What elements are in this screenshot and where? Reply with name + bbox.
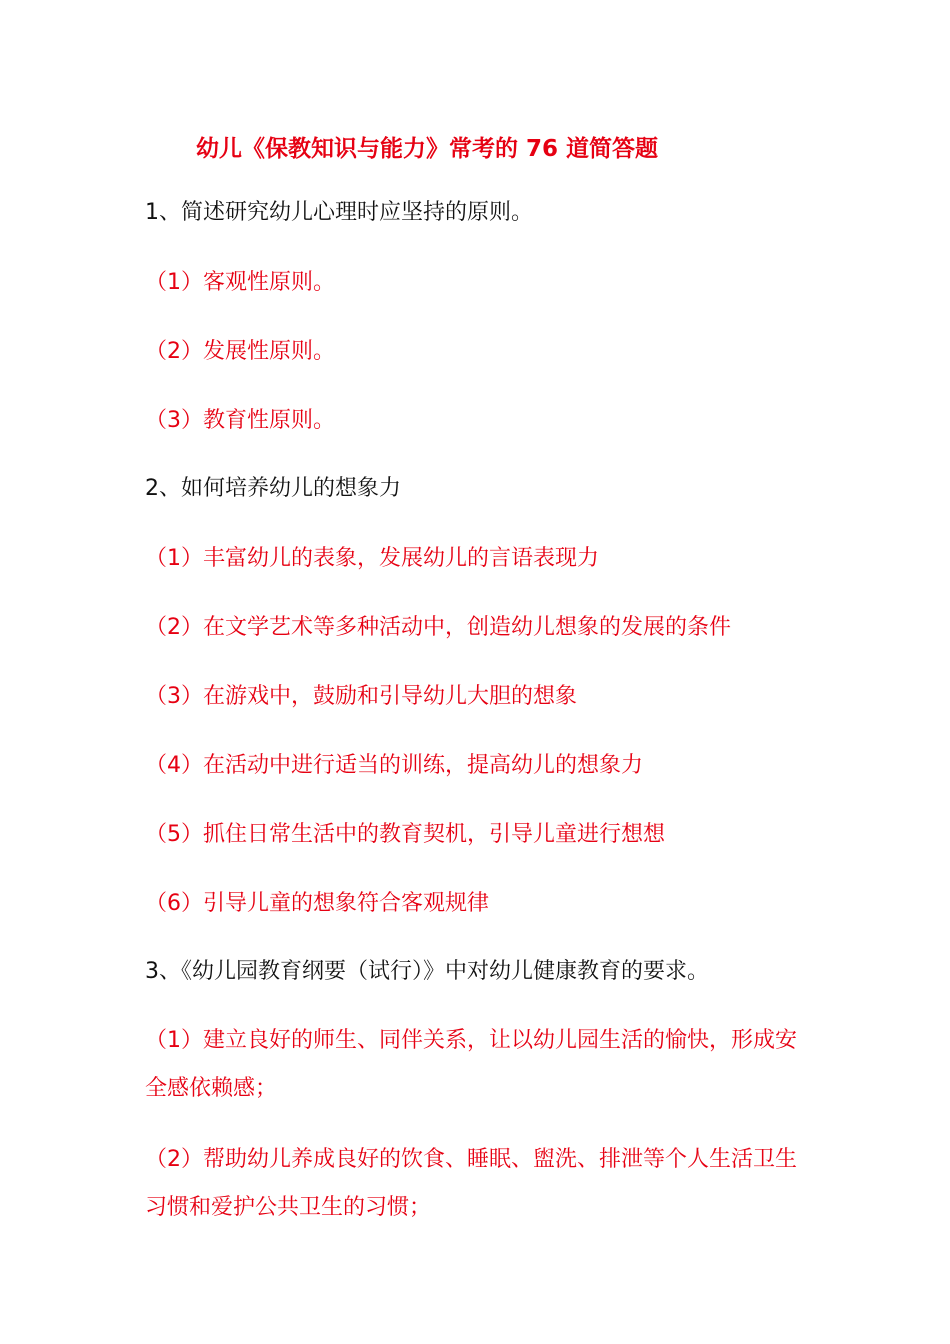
answer-3-2: （2）帮助幼儿养成良好的饮食、睡眠、盥洗、排泄等个人生活卫生习惯和爱护公共卫生的习惯； — [145, 1147, 797, 1220]
document-title — [0, 132, 950, 166]
answer-2-1: （1）丰富幼儿的表象，发展幼儿的言语表现力 — [145, 546, 599, 571]
answer-2-5: （5）抓住日常生活中的教育契机，引导儿童进行想想 — [145, 822, 665, 847]
answer-2-2: （2）在文学艺术等多种活动中，创造幼儿想象的发展的条件 — [145, 615, 731, 640]
answer-1-1: （1）客观性原则。 — [145, 270, 335, 295]
answer-2-4: （4）在活动中进行适当的训练，提高幼儿的想象力 — [145, 753, 643, 778]
answer-1-2: （2）发展性原则。 — [145, 339, 335, 364]
document-title-text: 幼儿《保教知识与能力》常考的 76 道简答题 — [195, 136, 659, 162]
answer-3-1: （1）建立良好的师生、同伴关系，让以幼儿园生活的愉快，形成安全感依赖感； — [145, 1028, 797, 1101]
answer-2-6: （6）引导儿童的想象符合客观规律 — [145, 891, 489, 916]
question-2: 2、如何培养幼儿的想象力 — [145, 476, 401, 501]
answer-2-3: （3）在游戏中，鼓励和引导幼儿大胆的想象 — [145, 684, 577, 709]
question-3: 3、《幼儿园教育纲要（试行）》中对幼儿健康教育的要求。 — [145, 959, 709, 984]
question-1: 1、简述研究幼儿心理时应坚持的原则。 — [145, 200, 533, 225]
answer-1-3: （3）教育性原则。 — [145, 408, 335, 433]
